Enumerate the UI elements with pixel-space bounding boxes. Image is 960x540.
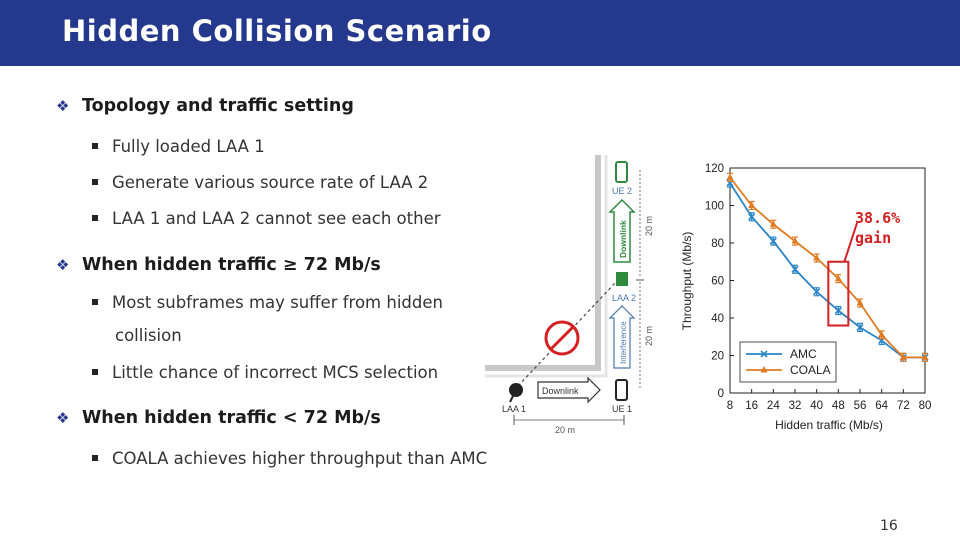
diamond-bullet-icon: ❖ bbox=[56, 409, 70, 427]
label-ue1: UE 1 bbox=[612, 404, 633, 414]
x-axis-label: Hidden traffic (Mb/s) bbox=[775, 418, 883, 432]
diamond-bullet-icon: ❖ bbox=[56, 256, 70, 274]
y-tick-label: 20 bbox=[711, 350, 724, 363]
gain-annotation-line2: gain bbox=[855, 229, 892, 247]
square-bullet-icon bbox=[92, 369, 98, 375]
page-number: 16 bbox=[880, 518, 898, 534]
slide-title: Hidden Collision Scenario bbox=[62, 14, 492, 48]
sub-bullet-text: COALA achieves higher throughput than AMC bbox=[112, 449, 488, 468]
label-downlink-horizontal: Downlink bbox=[542, 386, 579, 396]
x-tick-label: 40 bbox=[810, 400, 824, 412]
legend-label-coala: COALA bbox=[790, 363, 831, 377]
square-bullet-icon bbox=[92, 179, 98, 185]
label-laa2: LAA 2 bbox=[612, 293, 637, 303]
throughput-chart bbox=[675, 155, 960, 445]
wall-outer bbox=[485, 155, 598, 368]
diamond-bullet-icon: ❖ bbox=[56, 97, 70, 115]
sub-bullet-text: LAA 1 and LAA 2 cannot see each other bbox=[112, 209, 441, 228]
antenna-laa2-icon bbox=[616, 272, 628, 286]
label-distance-v2: 20 m bbox=[644, 325, 654, 346]
x-tick-label: 56 bbox=[853, 400, 867, 412]
legend-label-amc: AMC bbox=[790, 347, 817, 361]
label-distance-v1: 20 m bbox=[644, 215, 654, 236]
sub-bullet bbox=[92, 137, 265, 156]
sub-bullet-text: Fully loaded LAA 1 bbox=[112, 137, 265, 156]
sub-bullet-text: Little chance of incorrect MCS selection bbox=[112, 363, 439, 382]
plot-area bbox=[705, 163, 932, 412]
x-tick-label: 80 bbox=[918, 400, 932, 412]
label-ue2: UE 2 bbox=[612, 186, 633, 196]
bullet-text: When hidden traffic < 72 Mb/s bbox=[82, 408, 381, 428]
x-tick-label: 16 bbox=[745, 400, 759, 412]
sub-bullet bbox=[92, 449, 487, 468]
topology-diagram bbox=[480, 150, 680, 440]
square-bullet-icon bbox=[92, 215, 98, 221]
sub-bullet-continuation: collision bbox=[115, 326, 182, 345]
y-axis-label: Throughput (Mb/s) bbox=[680, 231, 694, 331]
y-tick-label: 80 bbox=[711, 238, 724, 250]
x-tick-label: 24 bbox=[766, 400, 780, 412]
sub-bullet bbox=[92, 293, 443, 312]
square-bullet-icon bbox=[92, 143, 98, 149]
y-tick-label: 60 bbox=[711, 275, 724, 288]
y-tick-label: 0 bbox=[717, 388, 724, 400]
sub-bullet-text: Most subframes may suffer from hidden bbox=[112, 293, 443, 312]
label-distance-h: 20 m bbox=[555, 425, 576, 435]
label-interference: Interference bbox=[619, 321, 628, 364]
bullet-text: Topology and traffic setting bbox=[82, 96, 354, 116]
x-tick-label: 72 bbox=[896, 400, 910, 412]
sub-bullet-text: Generate various source rate of LAA 2 bbox=[112, 173, 429, 192]
y-tick-label: 40 bbox=[711, 313, 724, 325]
title-bar bbox=[0, 0, 960, 66]
bullet-low-traffic bbox=[56, 408, 381, 428]
phone-ue1-icon bbox=[616, 380, 627, 400]
sub-bullet bbox=[92, 209, 441, 228]
phone-ue2-icon bbox=[616, 162, 627, 182]
bullet-high-traffic bbox=[56, 255, 381, 275]
bullet-topology bbox=[56, 96, 354, 116]
square-bullet-icon bbox=[92, 299, 98, 305]
x-tick-label: 48 bbox=[831, 400, 845, 412]
label-laa1: LAA 1 bbox=[502, 404, 527, 414]
gain-annotation bbox=[855, 208, 900, 248]
y-tick-label: 100 bbox=[704, 200, 724, 213]
y-tick-label: 120 bbox=[704, 163, 724, 175]
square-bullet-icon bbox=[92, 455, 98, 461]
x-tick-label: 32 bbox=[788, 400, 802, 412]
gain-annotation-line1: 38.6% bbox=[855, 209, 901, 227]
sub-bullet bbox=[92, 363, 438, 382]
label-downlink-vertical: Downlink bbox=[618, 220, 628, 258]
x-tick-label: 64 bbox=[875, 400, 889, 412]
sub-bullet bbox=[92, 173, 428, 192]
data-point-coala bbox=[727, 173, 734, 180]
x-tick-label: 8 bbox=[726, 400, 734, 412]
bullet-text: When hidden traffic ≥ 72 Mb/s bbox=[82, 255, 381, 275]
